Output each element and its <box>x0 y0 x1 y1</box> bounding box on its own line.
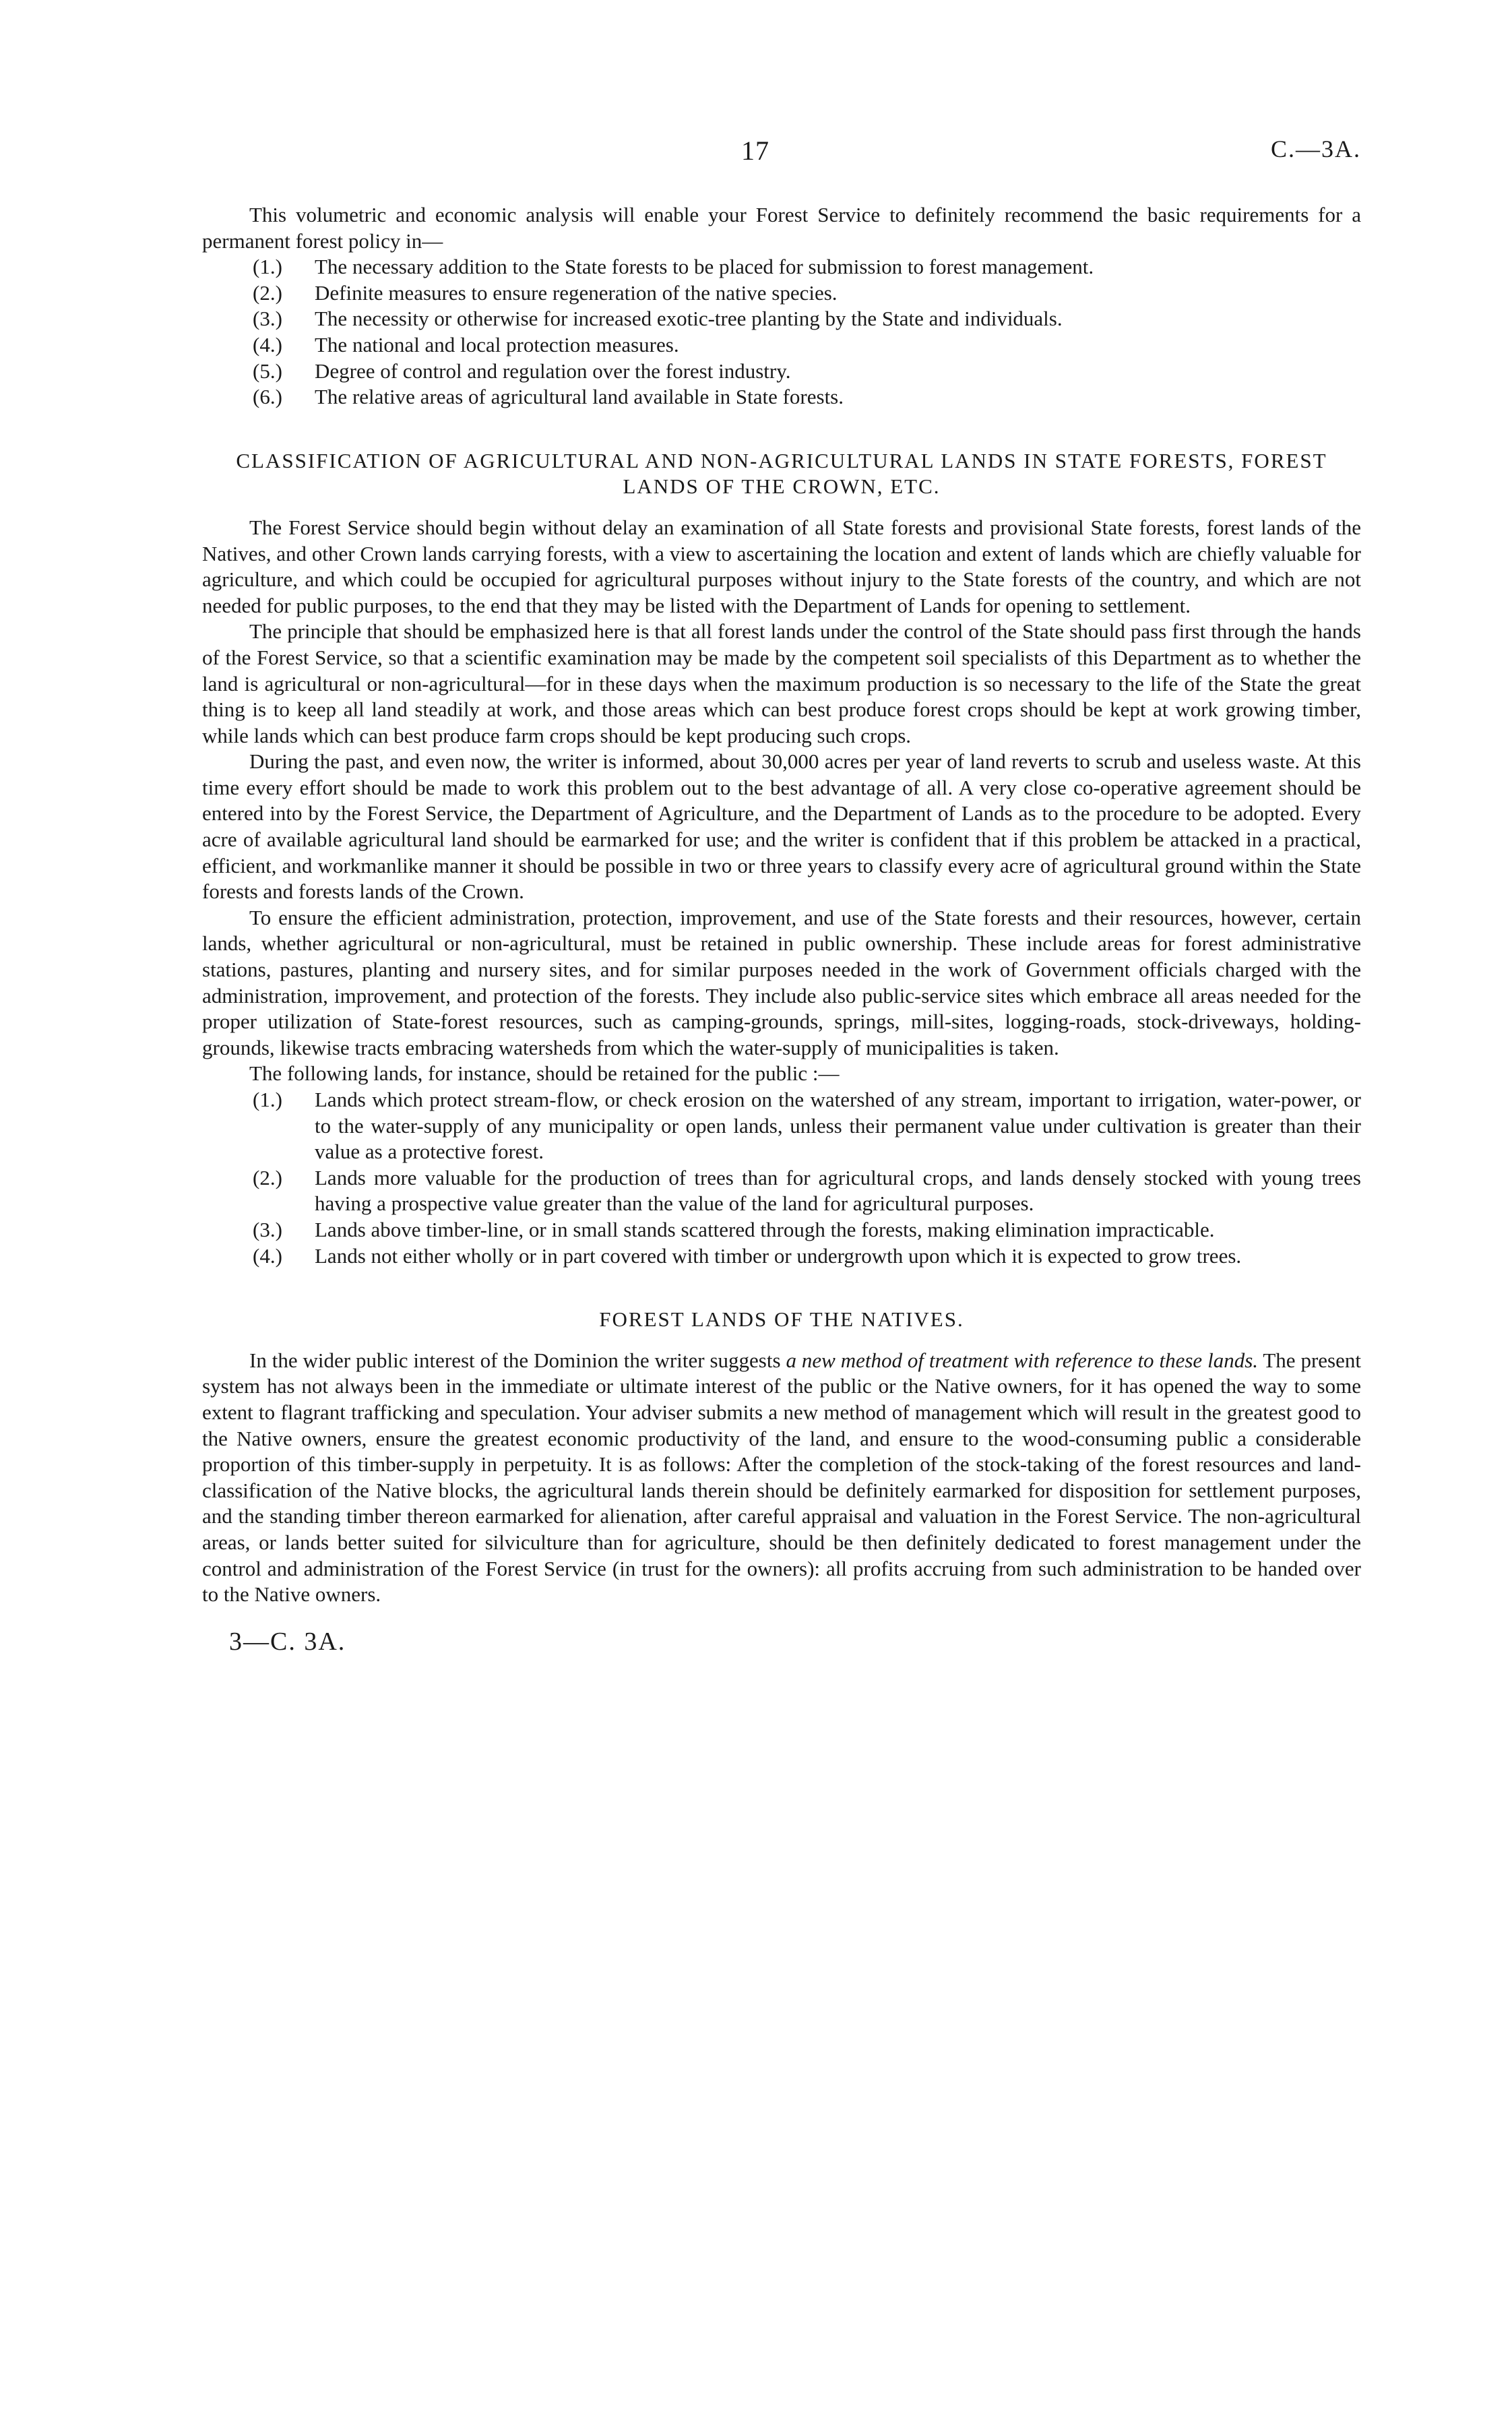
list-item-text: The necessary addition to the State forests to be placed for submission to forest management. <box>315 255 1094 279</box>
classification-paragraph: The following lands, for instance, should be retained for the public :— <box>249 1061 840 1086</box>
list-item-text: Definite measures to ensure regeneration of the native species. <box>315 280 838 305</box>
list-item-number: (4.) <box>253 1243 282 1268</box>
list-item-number: (4.) <box>253 332 282 356</box>
list-item-text: Lands more valuable for the production of trees than for agricultural crops, and lands densely stocked with young trees having a prospective value greater than the value of the land for agricultural purposes. <box>315 1165 1361 1216</box>
list-item-number: (1.) <box>253 1088 282 1111</box>
list-item <box>202 306 1361 332</box>
list-item-text: The national and local protection measures. <box>315 332 679 356</box>
list-item-text: The relative areas of agricultural land available in State forests. <box>315 385 844 409</box>
list-item-text: The necessity or otherwise for increased exotic-tree planting by the State and individuals. <box>315 307 1063 331</box>
page-number: 17 <box>741 135 769 166</box>
policy-requirements-list <box>202 254 1361 410</box>
page-header <box>202 135 1361 175</box>
list-item-text: Degree of control and regulation over the forest industry. <box>315 359 791 383</box>
list-item <box>202 1087 1361 1165</box>
intro-paragraph: This volumetric and economic analysis will enable your Forest Service to definitely recommend the basic requirements for a permanent forest policy in— <box>202 203 1361 253</box>
list-item <box>202 1165 1361 1217</box>
natives-paragraph <box>202 1348 1361 1608</box>
list-item <box>202 1243 1361 1270</box>
natives-heading: FOREST LANDS OF THE NATIVES. <box>599 1307 964 1332</box>
document-reference: C.—3A. <box>1270 135 1361 162</box>
natives-paragraph-body: The present system has not always been in the immediate or ultimate interest of the public or the Native owners, for it has opened the way to some extent to flagrant trafficking and speculation. Your adviser submits a new method of management which will result in the greatest good to the Native owners, ensure the greatest economic productivity of the land, and ensure to the wood-consuming public a considerable proportion of this timber-supply in perpetuity. It is as follows: After the completion of the stock-taking of the forest resources and land-classification of the Native blocks, the agricultural lands therein should be definitely earmarked for disposition for settlement purposes, and the standing timber thereon earmarked for alienation, after careful appraisal and valuation in the Forest Service. The non-agricultural areas, or lands better suited for silviculture than for agriculture, should be then definitely dedicated to forest management under the control and administration of the Forest Service (in trust for the owners): all profits accruing from such administration to be handed over to the Native owners. <box>202 1348 1361 1607</box>
list-item <box>202 332 1361 359</box>
list-item-text: Lands not either wholly or in part covered with timber or undergrowth upon which it is expected to grow trees. <box>315 1243 1242 1268</box>
list-item-number: (5.) <box>253 359 282 383</box>
natives-paragraph-emphasis: a new method of treatment with reference to these lands. <box>786 1348 1259 1372</box>
list-item-number: (1.) <box>253 255 282 279</box>
classification-paragraph: The principle that should be emphasized here is that all forest lands under the control of the State should pass first through the hands of the Forest Service, so that a scientific examination may be made by the competent soil specialists of this Department as to whether the land is agricultural or non-agricultural—for in these days when the maximum production is so necessary to the life of the State the great thing is to keep all land steadily at work, and those areas which can best produce forest crops should be kept at work growing timber, while lands which can best produce farm crops should be kept producing such crops. <box>202 619 1361 747</box>
classification-paragraph: The Forest Service should begin without delay an examination of all State forests and provisional State forests, forest lands of the Natives, and other Crown lands carrying forests, with a view to ascertaining the location and extent of lands which are chiefly valuable for agriculture, and which could be occupied for agricultural purposes without injury to the State forests of the country, and which are not needed for public purposes, to the end that they may be listed with the Department of Lands for opening to settlement. <box>202 515 1361 617</box>
list-item-number: (3.) <box>253 307 282 331</box>
list-item-number: (2.) <box>253 1165 282 1189</box>
list-item <box>202 384 1361 410</box>
list-item-text: Lands above timber-line, or in small stands scattered through the forests, making elimination impracticable. <box>315 1217 1215 1241</box>
list-item-number: (6.) <box>253 385 282 409</box>
list-item-text: Lands which protect stream-flow, or check erosion on the watershed of any stream, important to irrigation, water-power, or to the water-supply of any municipality or open lands, unless their permanent value under cultivation is greater than their value as a protective forest. <box>315 1088 1361 1164</box>
list-item <box>202 254 1361 280</box>
classification-paragraph: During the past, and even now, the writer is informed, about 30,000 acres per year of land reverts to scrub and useless waste. At this time every effort should be made to work this problem out to the best advantage of all. A very close co-operative agreement should be entered into by the Forest Service, the Department of Agriculture, and the Department of Lands as to the procedure to be adopted. Every acre of available agricultural land should be earmarked for use; and the writer is confident that if this problem be attacked in a practical, efficient, and workmanlike manner it should be possible in two or three years to classify every acre of agricultural ground within the State forests and forests lands of the Crown. <box>202 749 1361 904</box>
natives-paragraph-lead: In the wider public interest of the Dominion the writer suggests <box>249 1348 786 1372</box>
sheet-signature: 3—C. 3A. <box>229 1627 346 1656</box>
list-item-number: (2.) <box>253 280 282 305</box>
classification-heading: CLASSIFICATION OF AGRICULTURAL AND NON-AGRICULTURAL LANDS IN STATE FORESTS, FOREST LANDS OF THE CROWN, ETC. <box>236 448 1327 499</box>
classification-paragraph: To ensure the efficient administration, protection, improvement, and use of the State forests and their resources, however, certain lands, whether agricultural or non-agricultural, must be retained in public ownership. These include areas for forest administrative stations, pastures, planting and nursery sites, and for similar purposes needed in the work of Government officials charged with the administration, improvement, and protection of the forests. They include also public-service sites which embrace all areas needed for the proper utilization of State-forest resources, such as camping-grounds, springs, mill-sites, logging-roads, stock-driveways, holding-grounds, likewise tracts embracing watersheds from which the water-supply of municipalities is taken. <box>202 905 1361 1059</box>
list-item <box>202 1217 1361 1243</box>
list-item <box>202 280 1361 307</box>
list-item <box>202 359 1361 385</box>
list-item-number: (3.) <box>253 1217 282 1241</box>
retained-lands-list <box>202 1087 1361 1269</box>
document-page <box>202 135 1361 1656</box>
